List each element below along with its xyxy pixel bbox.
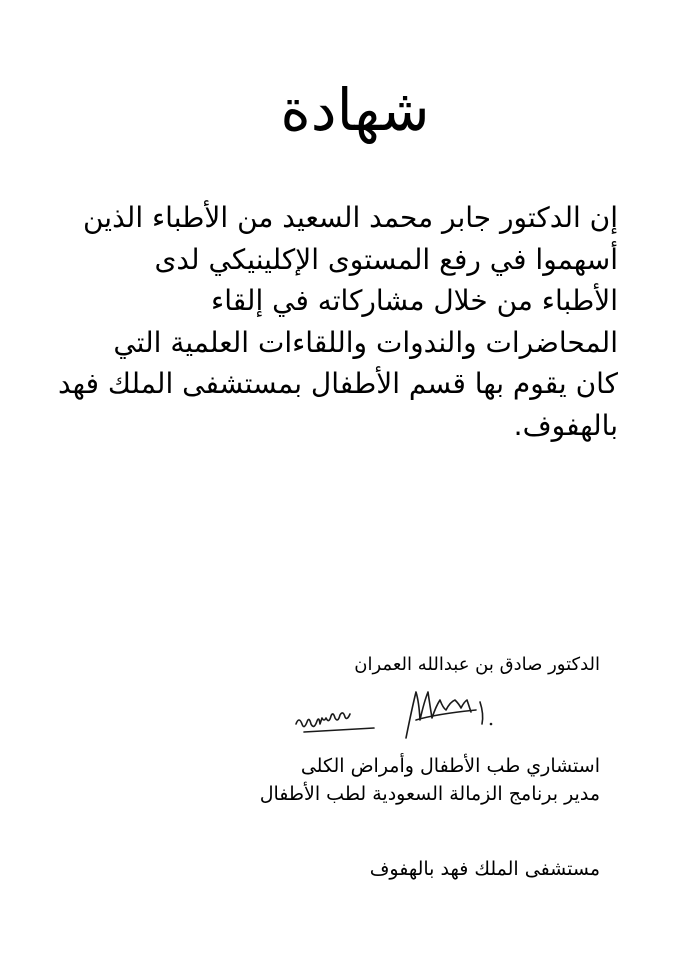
signatory-name: الدكتور صادق بن عبدالله العمران — [354, 654, 600, 675]
body-line: إن الدكتور جابر محمد السعيد من الأطباء الذين — [82, 201, 618, 234]
body-line: كان يقوم بها قسم الأطفال بمستشفى الملك فهد — [57, 367, 618, 400]
body-line: الأطباء من خلال مشاركاته في إلقاء — [211, 284, 618, 317]
hospital-name: مستشفى الملك فهد بالهفوف — [369, 858, 600, 880]
certificate-title: شهادة — [280, 76, 430, 144]
body-line: بالهفوف. — [513, 408, 618, 442]
signatory-title-line: مدير برنامج الزمالة السعودية لطب الأطفال — [259, 783, 600, 805]
signatory-title-line: استشاري طب الأطفال وأمراض الكلى — [300, 755, 600, 777]
body-line: المحاضرات والندوات واللقاءات العلمية التي — [113, 325, 618, 359]
signatory-titles — [260, 752, 600, 808]
certificate-body — [58, 197, 618, 446]
handwritten-signature — [288, 680, 528, 750]
body-line: أسهموا في رفع المستوى الإكلينيكي لدى — [154, 242, 618, 276]
